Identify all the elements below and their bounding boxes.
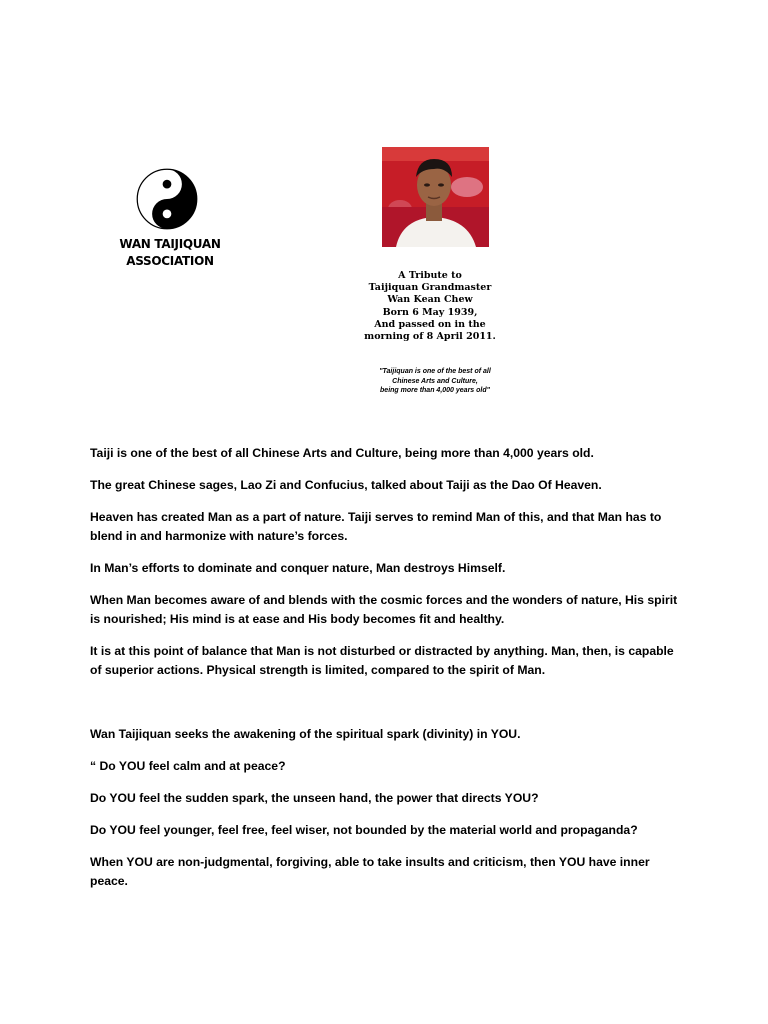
- tribute-line: morning of 8 April 2011.: [364, 331, 496, 343]
- tribute-text: [345, 270, 515, 343]
- paragraph-line: The great Chinese sages, Lao Zi and Confucius, talked about Taiji as the Dao Of Heaven.: [90, 478, 602, 492]
- body-text: [90, 444, 690, 891]
- tribute-line: A Tribute to: [398, 270, 462, 281]
- paragraph-line: “ Do YOU feel calm and at peace?: [90, 759, 286, 773]
- paragraph-line: Do YOU feel the sudden spark, the unseen hand, the power that directs YOU?: [90, 791, 539, 805]
- tribute-line: And passed on in the: [374, 318, 486, 330]
- association-name: [100, 236, 240, 270]
- paragraph: [90, 725, 690, 744]
- paragraph: [90, 642, 690, 680]
- tribute-line: Wan Kean Chew: [387, 294, 473, 306]
- paragraph-line: It is at this point of balance that Man is not disturbed or distracted by anything. Man, then, is capable: [90, 644, 674, 658]
- quote-line: Chinese Arts and Culture,: [392, 377, 478, 385]
- paragraph: [90, 821, 690, 840]
- paragraph: [90, 853, 690, 891]
- yin-yang-icon: [136, 168, 198, 230]
- grandmaster-portrait: [382, 147, 489, 247]
- paragraph-line: When Man becomes aware of and blends with the cosmic forces and the wonders of nature, His spirit: [90, 593, 678, 607]
- paragraph: [90, 789, 690, 808]
- paragraph-line: peace.: [90, 874, 128, 888]
- logo-line-2: ASSOCIATION: [126, 254, 214, 268]
- paragraph-line: When YOU are non-judgmental, forgiving, able to take insults and criticism, then YOU have inner: [90, 855, 650, 869]
- paragraph-line: of superior actions. Physical strength is limited, compared to the spirit of Man.: [90, 663, 546, 677]
- paragraph: [90, 591, 690, 629]
- tribute-line: Taijiquan Grandmaster: [368, 282, 492, 294]
- paragraph: [90, 508, 690, 546]
- quote-caption: [355, 367, 515, 396]
- paragraph: [90, 757, 690, 776]
- paragraph: [90, 559, 690, 578]
- logo-line-1: WAN TAIJIQUAN: [119, 237, 221, 251]
- quote-line: "Taijiquan is one of the best of all: [379, 368, 491, 375]
- paragraph-line: Taiji is one of the best of all Chinese Arts and Culture, being more than 4,000 years old.: [90, 446, 594, 460]
- association-logo: [100, 168, 240, 273]
- quote-line: being more than 4,000 years old": [380, 387, 490, 394]
- paragraph: [90, 476, 690, 495]
- paragraph: [90, 444, 690, 463]
- paragraph-line: Heaven has created Man as a part of nature. Taiji serves to remind Man of this, and that Man has to: [90, 510, 662, 524]
- paragraph-line: is nourished; His mind is at ease and His body becomes fit and healthy.: [90, 612, 505, 626]
- tribute-line: Born 6 May 1939,: [382, 306, 478, 318]
- portrait-photo: [382, 147, 489, 247]
- paragraph-line: blend in and harmonize with nature’s forces.: [90, 529, 348, 543]
- paragraph-line: Wan Taijiquan seeks the awakening of the spiritual spark (divinity) in YOU.: [90, 727, 521, 741]
- paragraph-line: In Man’s efforts to dominate and conquer nature, Man destroys Himself.: [90, 561, 506, 575]
- paragraph-line: Do YOU feel younger, feel free, feel wiser, not bounded by the material world and propaganda?: [90, 823, 638, 837]
